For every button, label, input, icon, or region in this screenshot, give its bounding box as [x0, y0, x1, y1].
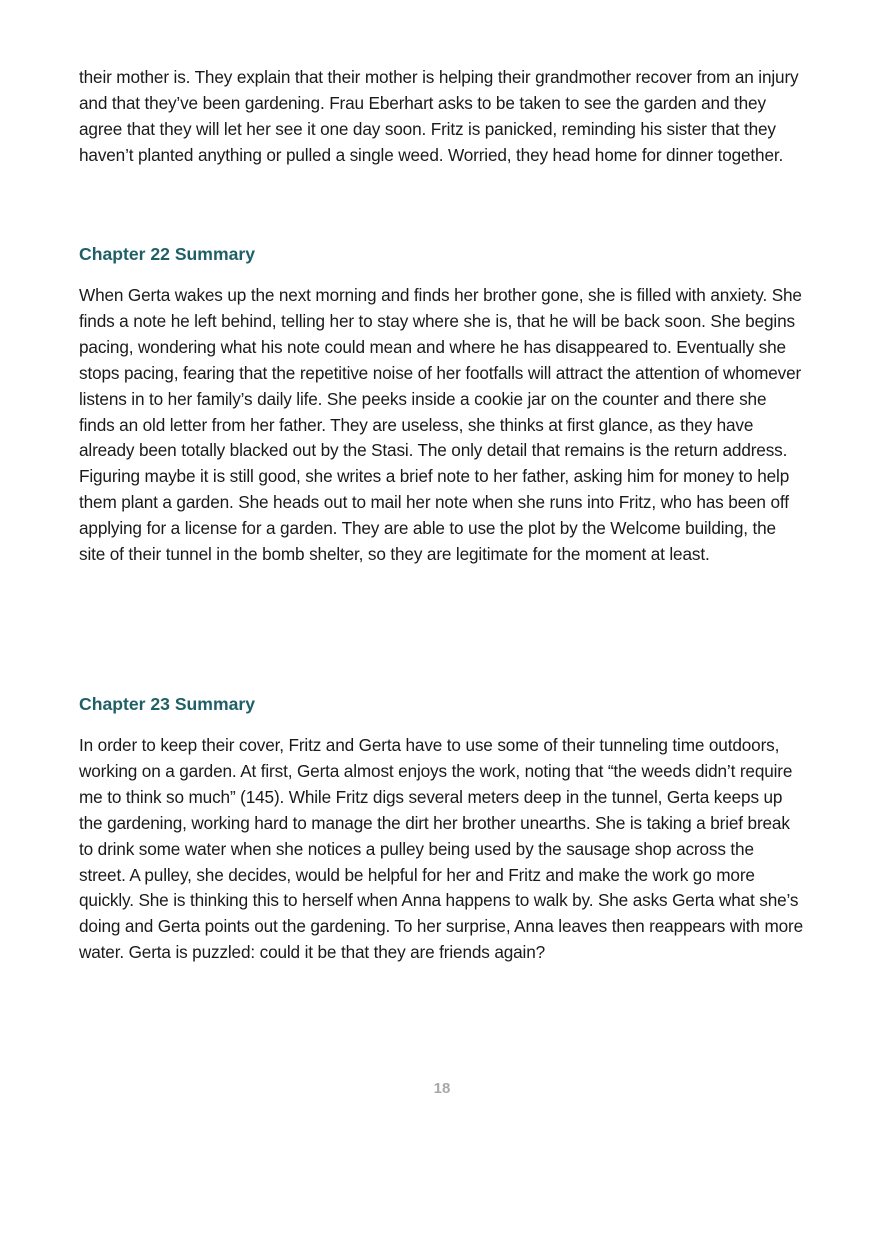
page-number: 18: [433, 1080, 451, 1097]
chapter-22-paragraph: When Gerta wakes up the next morning and finds her brother gone, she is filled with anxiety. She finds a note he left behind, telling her to stay where she is, that he will be back soon. She begins pacing, wondering what his note could mean and where he has disappeared to. Eventually she stops pacing, fearing that the repetitive noise of her footfalls will attract the attention of whomever listens in to her family’s daily life. She peeks inside a cookie jar on the counter and there she finds an old letter from her father. They are useless, she thinks at first glance, as they have already been totally blacked out by the Stasi. The only detail that remains is the return address. Figuring maybe it is still good, she writes a brief note to her father, asking him for money to help them plant a garden. She heads out to mail her note when she runs into Fritz, who has been off applying for a license for a garden. They are able to use the plot by the Welcome building, the site of their tunnel in the bomb shelter, so they are legitimate for the moment at least.: [79, 285, 802, 565]
intro-paragraph: their mother is. They explain that their mother is helping their grandmother recover from an injury and that they’ve been gardening. Frau Eberhart asks to be taken to see the garden and they agree that they will let her see it one day soon. Fritz is panicked, reminding his sister that they haven’t planted anything or pulled a single weed. Worried, they head home for dinner together.: [79, 67, 799, 165]
chapter-23-paragraph: In order to keep their cover, Fritz and Gerta have to use some of their tunneling time outdoors, working on a garden. At first, Gerta almost enjoys the work, noting that “the weeds didn’t require me to think so much” (145). While Fritz digs several meters deep in the tunnel, Gerta keeps up the gardening, working hard to manage the dirt her brother unearths. She is taking a brief break to drink some water when she notices a pulley being used by the sausage shop across the street. A pulley, she decides, would be helpful for her and Fritz and make the work go more quickly. She is thinking this to herself when Anna happens to walk by. She asks Gerta what she’s doing and Gerta points out the gardening. To her surprise, Anna leaves then reappears with more water. Gerta is puzzled: could it be that they are friends again?: [79, 735, 804, 963]
chapter-23-heading: Chapter 23 Summary: [79, 694, 256, 714]
chapter-22-heading: Chapter 22 Summary: [79, 244, 256, 264]
